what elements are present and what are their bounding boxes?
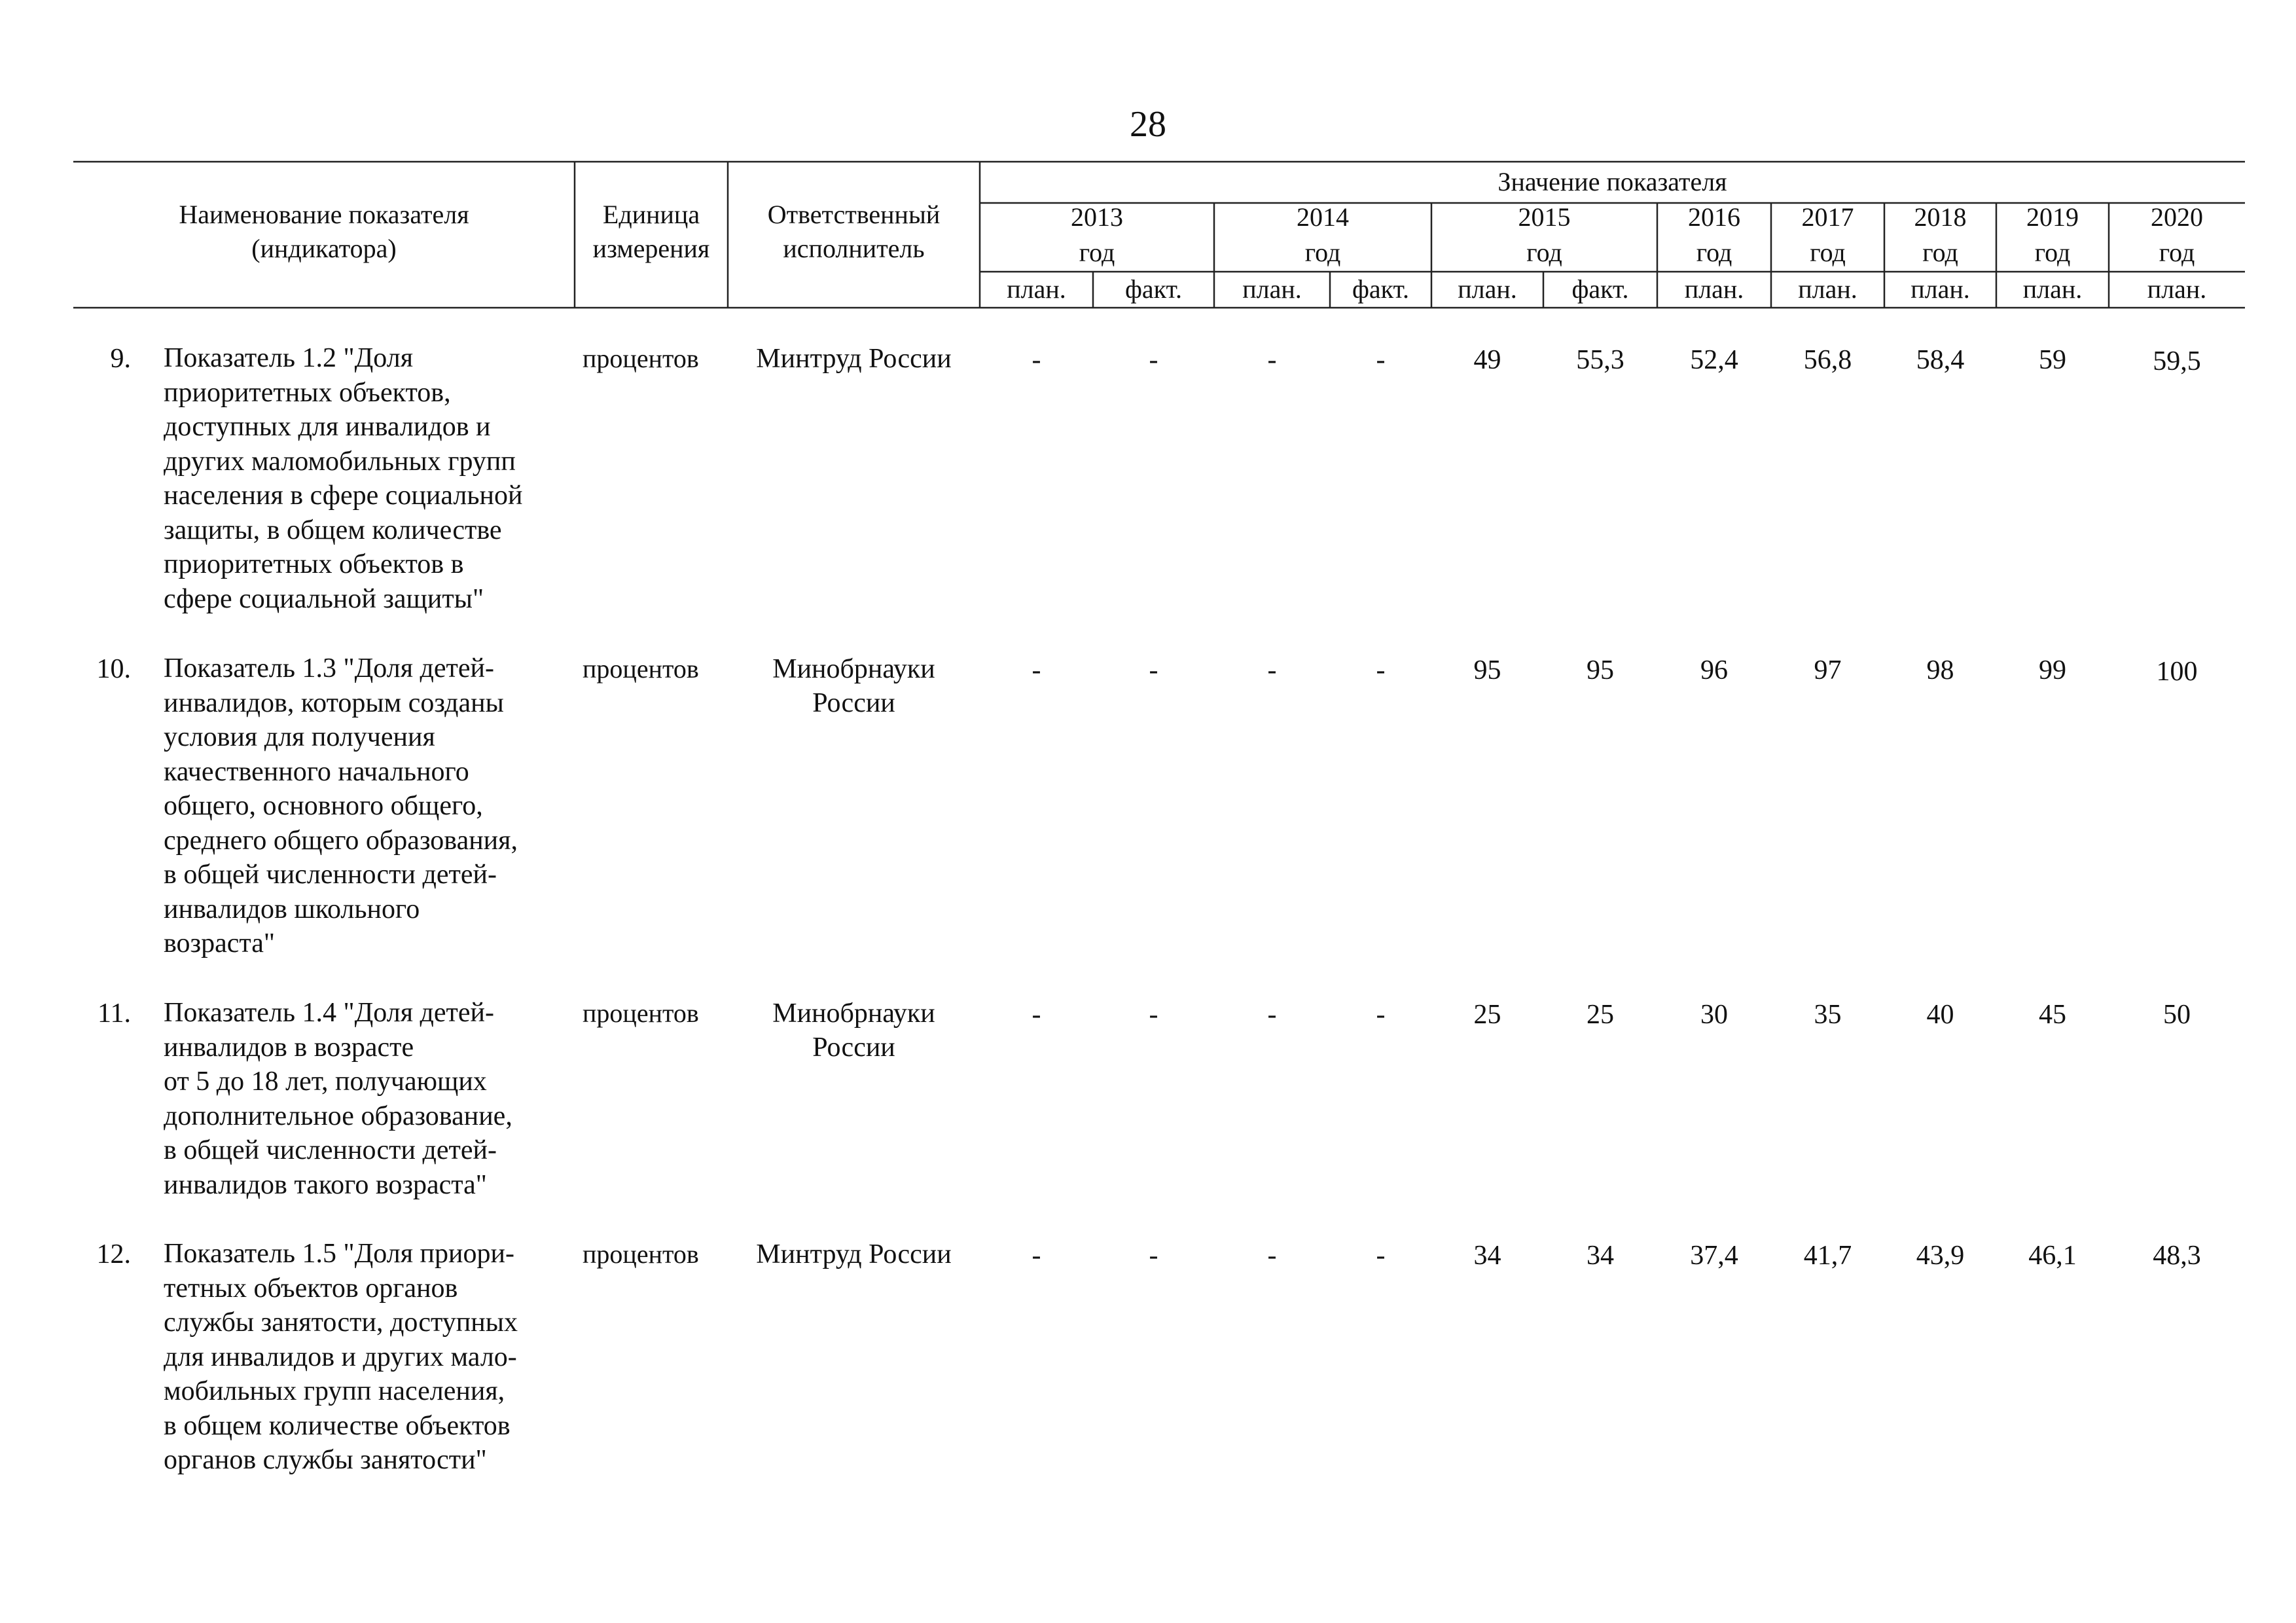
value-2013-fact: -: [1149, 1241, 1158, 1271]
header-responsible: Ответственный исполнитель: [767, 200, 941, 263]
unit-cell: процентов: [583, 998, 699, 1028]
value-2018-plan: 98: [1926, 655, 1954, 685]
value-2014-plan: -: [1267, 1241, 1277, 1271]
unit-cell: процентов: [583, 654, 699, 684]
value-2017-plan: 97: [1814, 655, 1842, 685]
header-plan: план.: [1242, 274, 1302, 304]
value-2013-plan: -: [1031, 345, 1041, 375]
header-plan: план.: [1458, 274, 1517, 304]
value-2019-plan: 46,1: [2028, 1241, 2077, 1271]
header-plan: план.: [2147, 274, 2207, 304]
value-2014-fact: -: [1376, 345, 1386, 375]
value-2020-plan: 50: [2163, 1000, 2191, 1030]
unit-cell: процентов: [583, 1239, 699, 1269]
header-year-word: год: [1922, 238, 1958, 267]
value-2015-fact: 25: [1587, 1000, 1614, 1030]
value-2015-plan: 34: [1473, 1241, 1501, 1271]
value-2019-plan: 45: [2039, 1000, 2066, 1030]
responsible-cell: Минтруд России: [756, 1239, 952, 1269]
value-2019-plan: 99: [2039, 655, 2066, 685]
value-2015-plan: 49: [1473, 345, 1501, 375]
value-2016-plan: 37,4: [1690, 1241, 1738, 1271]
header-year-word: год: [1526, 238, 1562, 267]
header-plan: план.: [1007, 274, 1066, 304]
header-year-2014: 2014: [1297, 202, 1349, 232]
row-number: 10.: [96, 654, 131, 684]
header-year-word: год: [2159, 238, 2195, 267]
header-name: Наименование показателя (индикатора): [179, 200, 469, 263]
indicator-name: Показатель 1.2 "Доля приоритетных объектов, доступных для инвалидов и других маломобильных групп населения в сфере социальной защиты, в общем количестве приоритетных объектов в сфере социальной защиты": [164, 343, 523, 614]
value-2015-plan: 25: [1473, 1000, 1501, 1030]
header-year-2017: 2017: [1801, 202, 1854, 232]
value-2018-plan: 58,4: [1916, 345, 1965, 375]
value-2014-fact: -: [1376, 1000, 1386, 1030]
row-number: 9.: [110, 344, 131, 374]
header-year-word: год: [1696, 238, 1732, 267]
responsible-cell: Минтруд России: [756, 344, 952, 374]
header-value: Значение показателя: [1498, 167, 1727, 196]
value-2017-plan: 35: [1814, 1000, 1842, 1030]
header-year-2019: 2019: [2026, 202, 2079, 232]
value-2020-plan: 59,5: [2153, 346, 2201, 376]
value-2019-plan: 59: [2039, 345, 2066, 375]
value-2017-plan: 41,7: [1803, 1241, 1852, 1271]
value-2016-plan: 52,4: [1690, 345, 1738, 375]
value-2014-fact: -: [1376, 655, 1386, 685]
responsible-cell: Минобрнауки России: [772, 998, 935, 1063]
header-year-word: год: [1810, 238, 1846, 267]
value-2020-plan: 100: [2156, 657, 2198, 687]
value-2015-fact: 55,3: [1576, 345, 1624, 375]
value-2020-plan: 48,3: [2153, 1241, 2201, 1271]
header-plan: план.: [1684, 274, 1744, 304]
header-plan: план.: [2022, 274, 2083, 304]
unit-cell: процентов: [583, 344, 699, 373]
value-2015-fact: 34: [1587, 1241, 1614, 1271]
header-year-2015: 2015: [1518, 202, 1571, 232]
header-year-2018: 2018: [1914, 202, 1967, 232]
value-2013-fact: -: [1149, 655, 1158, 685]
row-number: 12.: [96, 1239, 131, 1269]
header-year-word: год: [1304, 238, 1341, 267]
value-2013-plan: -: [1031, 1241, 1041, 1271]
value-2014-plan: -: [1267, 345, 1277, 375]
indicator-name: Показатель 1.4 "Доля детей- инвалидов в возрасте от 5 до 18 лет, получающих дополнительное образование, в общей численности детей- инвалидов такого возраста": [164, 998, 512, 1200]
header-plan: план.: [1798, 274, 1857, 304]
value-2013-plan: -: [1031, 1000, 1041, 1030]
value-2018-plan: 43,9: [1916, 1241, 1965, 1271]
header-fact: факт.: [1352, 274, 1410, 304]
value-2014-plan: -: [1267, 1000, 1277, 1030]
value-2016-plan: 30: [1700, 1000, 1728, 1030]
value-2013-fact: -: [1149, 345, 1158, 375]
responsible-cell: Минобрнауки России: [772, 654, 935, 718]
header-year-word: год: [2034, 238, 2071, 267]
header-plan: план.: [1910, 274, 1970, 304]
header-year-2016: 2016: [1688, 202, 1740, 232]
header-fact: факт.: [1571, 274, 1629, 304]
value-2014-fact: -: [1376, 1241, 1386, 1271]
page-number: 28: [1130, 104, 1166, 145]
indicator-name: Показатель 1.5 "Доля приори- тетных объектов органов службы занятости, доступных для инвалидов и других мало- мобильных групп населения, в общем количестве объектов органов службы занятости": [164, 1239, 518, 1475]
header-unit: Единица измерения: [592, 200, 710, 263]
header-fact: факт.: [1124, 274, 1183, 304]
indicator-name: Показатель 1.3 "Доля детей- инвалидов, которым созданы условия для получения качественного начального общего, основного общего, среднего общего образования, в общей численности детей- инвалидов школьного возраста": [164, 653, 518, 958]
header-year-2020: 2020: [2151, 202, 2203, 232]
header-year-word: год: [1079, 238, 1115, 267]
value-2015-plan: 95: [1473, 655, 1501, 685]
row-number: 11.: [98, 998, 131, 1029]
header-year-2013: 2013: [1071, 202, 1123, 232]
value-2013-fact: -: [1149, 1000, 1158, 1030]
value-2013-plan: -: [1031, 655, 1041, 685]
value-2015-fact: 95: [1587, 655, 1614, 685]
value-2017-plan: 56,8: [1803, 345, 1852, 375]
value-2016-plan: 96: [1700, 655, 1728, 685]
value-2014-plan: -: [1267, 655, 1277, 685]
value-2018-plan: 40: [1926, 1000, 1954, 1030]
